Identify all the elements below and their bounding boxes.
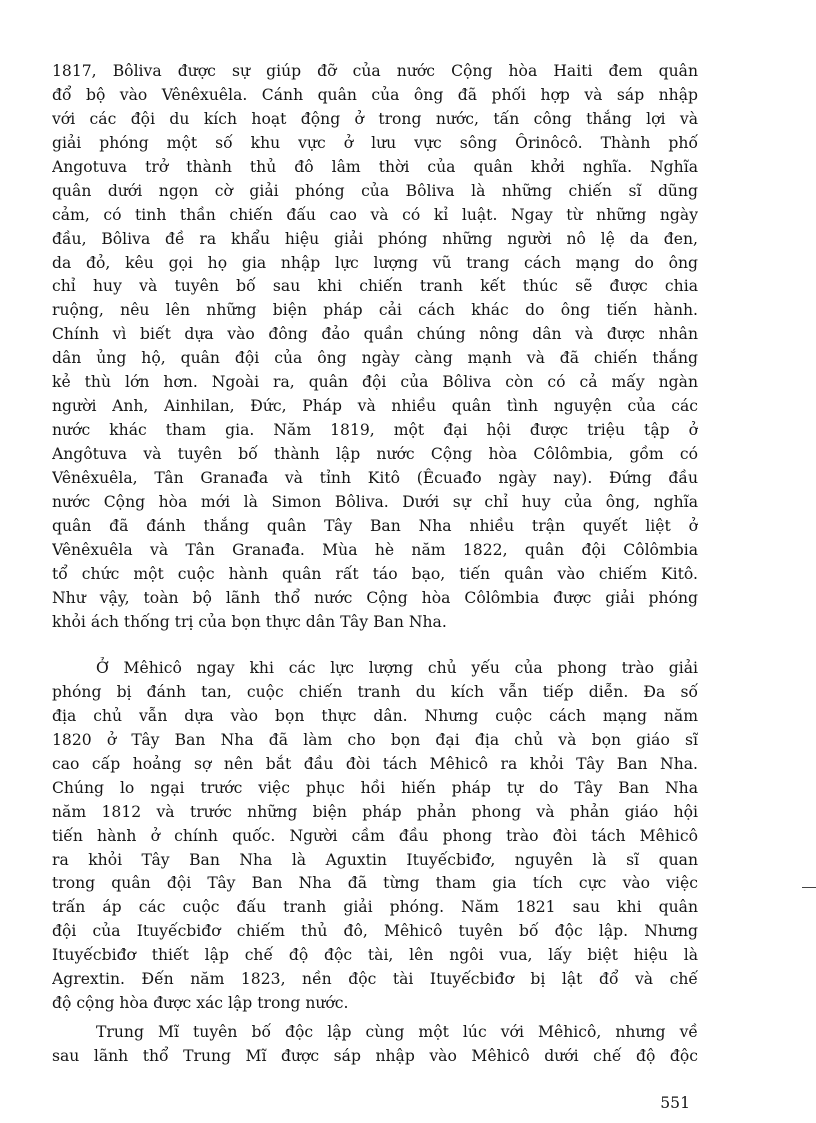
text-line: Vênêxuêla và Tân Granađa. Mùa hè năm 1822, quân đội Côlômbia: [52, 540, 698, 559]
text-line: da đỏ, kêu gọi họ gia nhập lực lượng vũ trang cách mạng do ông: [52, 253, 698, 272]
text-line: ra khỏi Tây Ban Nha là Aguxtin Ituyếcbiđơ, nguyên là sĩ quan: [52, 850, 698, 869]
text-line: Trung Mĩ tuyên bố độc lập cùng một lúc với Mêhicô, nhưng về: [96, 1023, 698, 1041]
text-line: trấn áp các cuộc đấu tranh giải phóng. Năm 1821 sau khi quân: [52, 898, 698, 917]
text-line: trong quân đội Tây Ban Nha đã từng tham gia tích cực vào việc: [52, 874, 698, 893]
text-line: khỏi ách thống trị của bọn thực dân Tây Ban Nha.: [52, 612, 447, 631]
text-line: giải phóng một số khu vực ở lưu vực sông Ôrinôcô. Thành phố: [52, 133, 698, 152]
margin-scan-mark: [802, 887, 816, 888]
text-line: quân đã đánh thắng quân Tây Ban Nha nhiều trận quyết liệt ở: [52, 516, 698, 535]
text-line: cảm, có tinh thần chiến đấu cao và có kỉ luật. Ngay từ những ngày: [52, 205, 698, 224]
text-line: Chúng lo ngại trước việc phục hồi hiến pháp tự do Tây Ban Nha: [52, 778, 698, 797]
paragraph-central-america: [52, 1021, 698, 1069]
text-line: ruộng, nêu lên những biện pháp cải cách khác do ông tiến hành.: [52, 301, 698, 320]
text-line: tiến hành ở chính quốc. Người cầm đầu phong trào đòi tách Mêhicô: [52, 826, 698, 845]
text-line: độ cộng hòa được xác lập trong nước.: [52, 994, 349, 1013]
text-line: người Anh, Ainhilan, Đức, Pháp và nhiều quân tình nguyện của các: [52, 397, 698, 416]
text-line: Như vậy, toàn bộ lãnh thổ nước Cộng hòa Côlômbia được giải phóng: [52, 588, 698, 607]
paragraph-bolivar-colombia: [52, 60, 698, 635]
text-line: chỉ huy và tuyên bố sau khi chiến tranh kết thúc sẽ được chia: [52, 277, 698, 296]
text-line: với các đội du kích hoạt động ở trong nước, tấn công thắng lợi và: [52, 109, 698, 128]
text-line: Angotuva trở thành thủ đô lâm thời của quân khởi nghĩa. Nghĩa: [52, 157, 698, 176]
text-line: nước Cộng hòa mới là Simon Bôliva. Dưới sự chỉ huy của ông, nghĩa: [52, 492, 698, 511]
text-line: dân ủng hộ, quân đội của ông ngày càng mạnh và đã chiến thắng: [52, 349, 698, 368]
paragraph-mexico: [52, 657, 698, 1016]
text-line: đổ bộ vào Vênêxuêla. Cánh quân của ông đã phối hợp và sáp nhập: [52, 85, 698, 104]
text-line: 1817, Bôliva được sự giúp đỡ của nước Cộng hòa Haiti đem quân: [52, 62, 698, 80]
text-line: đội của Ituyếcbiđơ chiếm thủ đô, Mêhicô tuyên bố độc lập. Nhưng: [52, 922, 698, 941]
text-line: sau lãnh thổ Trung Mĩ được sáp nhập vào Mêhicô dưới chế độ độc: [52, 1046, 698, 1065]
text-line: kẻ thù lớn hơn. Ngoài ra, quân đội của Bôliva còn có cả mấy ngàn: [52, 373, 698, 392]
text-line: quân dưới ngọn cờ giải phóng của Bôliva là những chiến sĩ dũng: [52, 181, 698, 200]
text-line: năm 1812 và trước những biện pháp phản phong và phản giáo hội: [52, 802, 698, 821]
text-line: Ituyếcbiđơ thiết lập chế độ độc tài, lên ngôi vua, lấy biệt hiệu là: [52, 946, 698, 965]
text-line: phóng bị đánh tan, cuộc chiến tranh du kích vẫn tiếp diễn. Đa số: [52, 682, 698, 701]
text-line: Chính vì biết dựa vào đông đảo quần chúng nông dân và được nhân: [52, 325, 698, 344]
text-line: nước khác tham gia. Năm 1819, một đại hội được triệu tập ở: [52, 421, 698, 440]
text-line: đầu, Bôliva đề ra khẩu hiệu giải phóng những người nô lệ da đen,: [52, 229, 698, 248]
text-line: Vênêxuêla, Tân Granađa và tỉnh Kitô (Êcuađo ngày nay). Đứng đầu: [52, 468, 698, 487]
text-line: 1820 ở Tây Ban Nha đã làm cho bọn đại địa chủ và bọn giáo sĩ: [52, 730, 698, 749]
text-line: Angôtuva và tuyên bố thành lập nước Cộng hòa Côlômbia, gồm có: [52, 445, 698, 463]
page-number: 551: [660, 1094, 690, 1112]
text-line: Agrextin. Đến năm 1823, nền độc tài Ituyếcbiđơ bị lật đổ và chế: [52, 970, 698, 989]
text-line: tổ chức một cuộc hành quân rất táo bạo, tiến quân vào chiếm Kitô.: [52, 564, 698, 583]
text-line: cao cấp hoảng sợ nên bắt đầu đòi tách Mêhicô ra khỏi Tây Ban Nha.: [52, 754, 698, 773]
text-line: Ở Mêhicô ngay khi các lực lượng chủ yếu của phong trào giải: [96, 659, 698, 677]
text-line: địa chủ vẫn dựa vào bọn thực dân. Nhưng cuộc cách mạng năm: [52, 706, 698, 725]
